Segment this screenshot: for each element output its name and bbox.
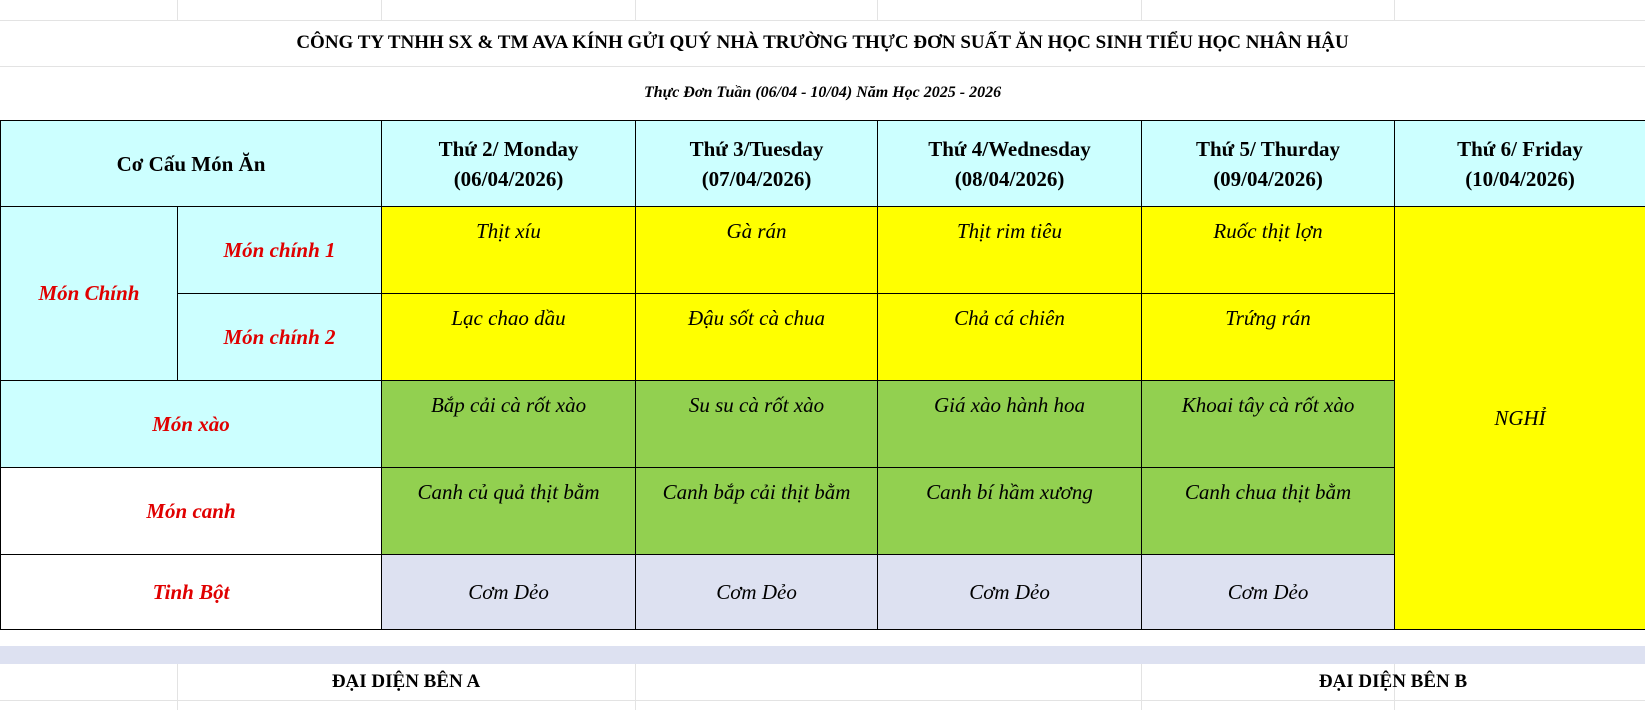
dish-cell: Giá xào hành hoa xyxy=(878,381,1142,468)
dish-cell: Canh củ quả thịt bằm xyxy=(382,468,636,555)
dish-cell: Thịt rim tiêu xyxy=(878,207,1142,294)
dish-cell: Cơm Dẻo xyxy=(878,555,1142,630)
day-name: Thứ 6/ Friday xyxy=(1457,136,1583,161)
day-name: Thứ 4/Wednesday xyxy=(928,136,1091,161)
starch-label: Tinh Bột xyxy=(1,555,382,630)
day-header-monday xyxy=(382,121,636,207)
week-subtitle: Thực Đơn Tuần (06/04 - 10/04) Năm Học 2025 - 2026 xyxy=(643,84,1002,101)
dish-cell: Khoai tây cà rốt xào xyxy=(1142,381,1395,468)
gridline xyxy=(635,664,636,710)
structure-header: Cơ Cấu Món Ăn xyxy=(1,121,382,207)
day-name: Thứ 2/ Monday xyxy=(438,136,579,161)
main-group-label: Món Chính xyxy=(1,207,178,381)
gridline xyxy=(1141,0,1142,20)
day-header-thursday xyxy=(1142,121,1395,207)
day-date: (08/04/2026) xyxy=(954,166,1065,191)
day-date: (07/04/2026) xyxy=(701,166,812,191)
gridline xyxy=(0,66,1645,67)
dish-cell: Cơm Dẻo xyxy=(382,555,636,630)
stirfry-label: Món xào xyxy=(1,381,382,468)
page-title: CÔNG TY TNHH SX & TM AVA KÍNH GỬI QUÝ NHÀ TRƯỜNG THỰC ĐƠN SUẤT ĂN HỌC SINH TIỂU HỌC NHÂN HẬU xyxy=(296,32,1349,53)
dish-cell: Canh bí hầm xương xyxy=(878,468,1142,555)
gridline xyxy=(0,700,1645,701)
dish-cell: Lạc chao dầu xyxy=(382,294,636,381)
menu-table xyxy=(0,120,1645,630)
dish-cell: Thịt xíu xyxy=(382,207,636,294)
dish-cell: Cơm Dẻo xyxy=(1142,555,1395,630)
gridline xyxy=(1394,0,1395,20)
dish-cell: Bắp cải cà rốt xào xyxy=(382,381,636,468)
gridline xyxy=(381,0,382,20)
dish-cell: Trứng rán xyxy=(1142,294,1395,381)
day-header-wednesday xyxy=(878,121,1142,207)
gridline xyxy=(177,0,178,20)
header-row xyxy=(1,121,1645,207)
dish-cell: Đậu sốt cà chua xyxy=(636,294,878,381)
friday-holiday: NGHỈ xyxy=(1395,207,1645,630)
dish-cell: Gà rán xyxy=(636,207,878,294)
gridline xyxy=(635,0,636,20)
main1-row xyxy=(1,207,1645,294)
day-date: (09/04/2026) xyxy=(1213,166,1323,191)
day-header-friday xyxy=(1395,121,1645,207)
main1-label: Món chính 1 xyxy=(178,207,382,294)
separator-band xyxy=(0,646,1645,664)
day-name: Thứ 5/ Thurday xyxy=(1195,136,1341,161)
dish-cell: Canh bắp cải thịt bằm xyxy=(636,468,878,555)
gridline xyxy=(877,0,878,20)
main2-label: Món chính 2 xyxy=(178,294,382,381)
signature-party-b: ĐẠI DIỆN BÊN B xyxy=(1318,671,1468,692)
day-name: Thứ 3/Tuesday xyxy=(689,136,824,161)
signature-party-a: ĐẠI DIỆN BÊN A xyxy=(331,671,481,692)
day-date: (06/04/2026) xyxy=(453,166,564,191)
soup-label: Món canh xyxy=(1,468,382,555)
day-date: (10/04/2026) xyxy=(1465,166,1575,191)
dish-cell: Chả cá chiên xyxy=(878,294,1142,381)
dish-cell: Canh chua thịt bằm xyxy=(1142,468,1395,555)
dish-cell: Cơm Dẻo xyxy=(636,555,878,630)
dish-cell: Su su cà rốt xào xyxy=(636,381,878,468)
dish-cell: Ruốc thịt lợn xyxy=(1142,207,1395,294)
day-header-tuesday xyxy=(636,121,878,207)
